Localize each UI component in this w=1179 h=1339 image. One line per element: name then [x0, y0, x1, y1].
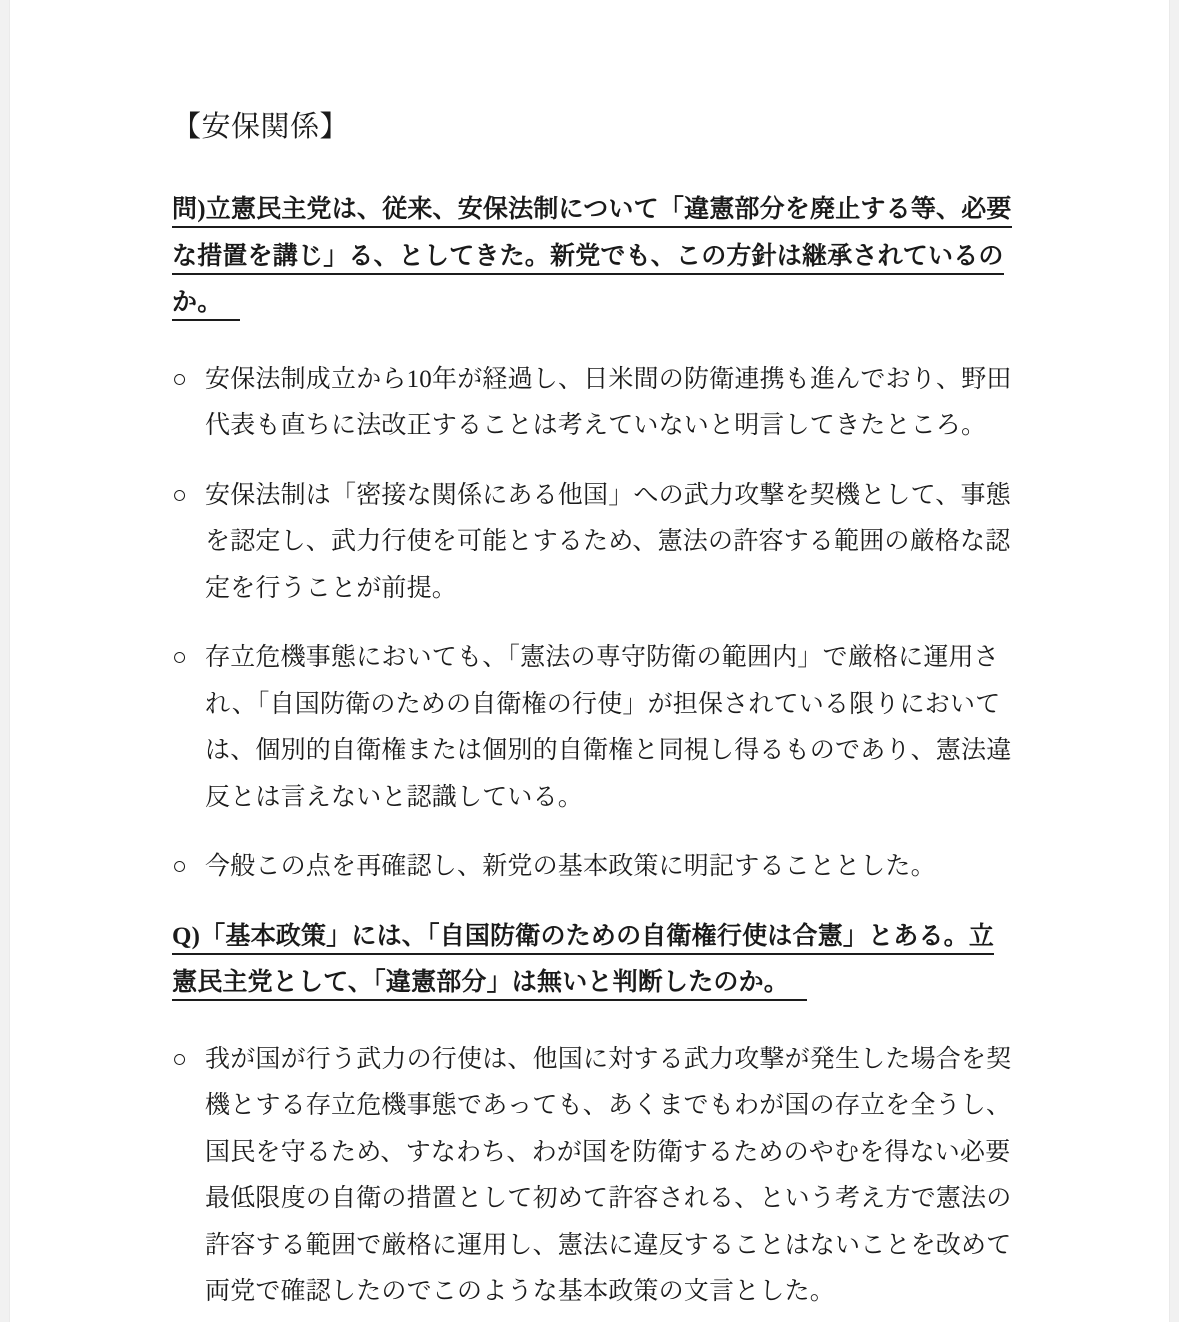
circle-bullet-icon: ○ — [172, 853, 188, 880]
policy-point-2 — [172, 473, 1014, 613]
policy-point-2-text: 安保法制は「密接な関係にある他国」への武力攻撃を契機として、事態を認定し、武力行使を可能とするため、憲法の許容する範囲の厳格な認定を行うことが前提。 — [205, 481, 1011, 602]
question-2-text: Q)「基本政策」には、「自国防衛のための自衛権行使は合憲」とある。立憲民主党として、「違憲部分」は無いと判断したのか。 — [172, 923, 994, 1002]
circle-bullet-icon: ○ — [172, 481, 188, 509]
document-page — [172, 0, 1014, 1339]
policy-point-1-text: 安保法制成立から10年が経過し、日米間の防衛連携も進んでおり、野田代表も直ちに法改正することは考えていないと明言してきたところ。 — [205, 365, 1012, 439]
section-heading: 【安保関係】 — [172, 111, 350, 143]
policy-point-5 — [172, 1037, 1014, 1316]
policy-point-4-text: 今般この点を再確認し、新党の基本政策に明記することとした。 — [205, 853, 936, 880]
policy-point-5-text: 我が国が行う武力の行使は、他国に対する武力攻撃が発生した場合を契機とする存立危機事態であっても、あくまでもわが国の存立を全うし、国民を守るため、すなわち、わが国を防衛するためのやむを得ない必要最低限度の自衛の措置として初めて許容される、という考え方で憲法の許容する範囲で厳格に運用し、憲法に違反することはないことを改めて両党で確認したのでこのような基本政策の文言とした。 — [205, 1045, 1012, 1305]
circle-bullet-icon: ○ — [172, 365, 188, 393]
policy-point-3-text: 存立危機事態においても、「憲法の専守防衛の範囲内」で厳格に運用され、「自国防衛のための自衛権の行使」が担保されている限りにおいては、個別的自衛権または個別的自衛権と同視し得るものであり、憲法違反とは言えないと認識している。 — [205, 644, 1012, 811]
question-2 — [172, 914, 1014, 1007]
page-left-gutter — [0, 0, 10, 1322]
circle-bullet-icon: ○ — [172, 644, 188, 671]
policy-point-4 — [172, 844, 1014, 891]
question-1 — [172, 187, 1014, 327]
policy-point-1 — [172, 357, 1014, 450]
page-right-gutter — [1169, 0, 1179, 1322]
policy-point-3 — [172, 635, 1014, 821]
circle-bullet-icon: ○ — [172, 1045, 188, 1073]
question-1-text: 問)立憲民主党は、従来、安保法制について「違憲部分を廃止する等、必要な措置を講じ」る、としてきた。新党でも、この方針は継承されているのか。 — [172, 196, 1012, 321]
